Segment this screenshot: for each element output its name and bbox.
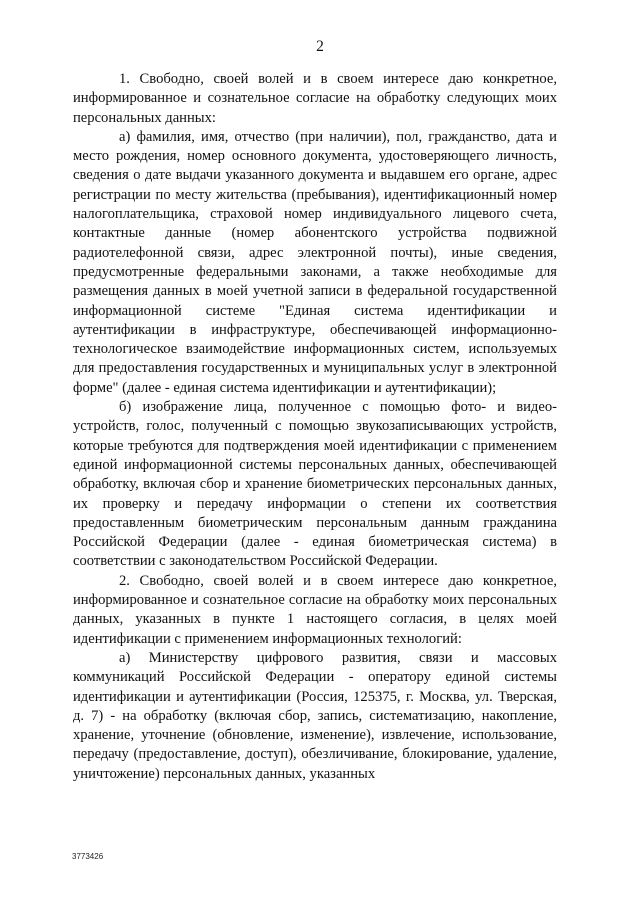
paragraph-1b: б) изображение лица, полученное с помощью фото- и видео-устройств, голос, полученный с помощью звукозаписывающих устройств, которые требуются для подтверждения моей идентификации с применением единой информационной системы персональных данных, обеспечивающей обработку, включая сбор и хранение биометрических персональных данных, их проверку и передачу информации о степени их соответствия предоставленным биометрическим персональным данным гражданина Российской Федерации (далее - единая биометрическая система) в соответствии с законодательством Российской Федерации.: [73, 399, 557, 570]
document-code: 3773426: [72, 852, 104, 861]
page-number: 2: [316, 38, 324, 55]
paragraph-1a: а) фамилия, имя, отчество (при наличии), пол, гражданство, дата и место рождения, номер основного документа, удостоверяющего личность, сведения о дате выдачи указанного документа и выдавшем его органе, адрес регистрации по месту жительства (пребывания), идентификационный номер налогоплательщика, страховой номер индивидуального лицевого счета, контактные данные (номер абонентского устройства подвижной радиотелефонной связи, адрес электронной почты), иные сведения, предусмотренные федеральными законами, а также необходимые для размещения данных в моей учетной записи в федеральной государственной информационной системе "Единая система идентификации и аутентификации в инфраструктуре, обеспечивающей информационно-технологическое взаимодействие информационных систем, используемых для предоставления государственных и муниципальных услуг в электронной форме" (далее - единая система идентификации и аутентификации);: [73, 128, 557, 396]
paragraph-2a: а) Министерству цифрового развития, связи и массовых коммуникаций Российской Федерации - оператору единой системы идентификации и аутентификации (Россия, 125375, г. Москва, ул. Тверская, д. 7) - на обработку (включая сбор, запись, систематизацию, накопление, хранение, уточнение (обновление, изменение), извлечение, использование, передачу (предоставление, доступ), обезличивание, блокирование, удаление, уничтожение) персональных данных, указанных: [73, 649, 557, 782]
paragraph-1: 1. Свободно, своей волей и в своем интересе даю конкретное, информированное и сознательное согласие на обработку следующих моих персональных данных:: [73, 71, 557, 126]
document-body: [73, 70, 557, 784]
paragraph-2: 2. Свободно, своей волей и в своем интересе даю конкретное, информированное и сознательное согласие на обработку моих персональных данных, указанных в пункте 1 настоящего согласия, в целях моей идентификации с применением информационных технологий:: [73, 572, 557, 647]
